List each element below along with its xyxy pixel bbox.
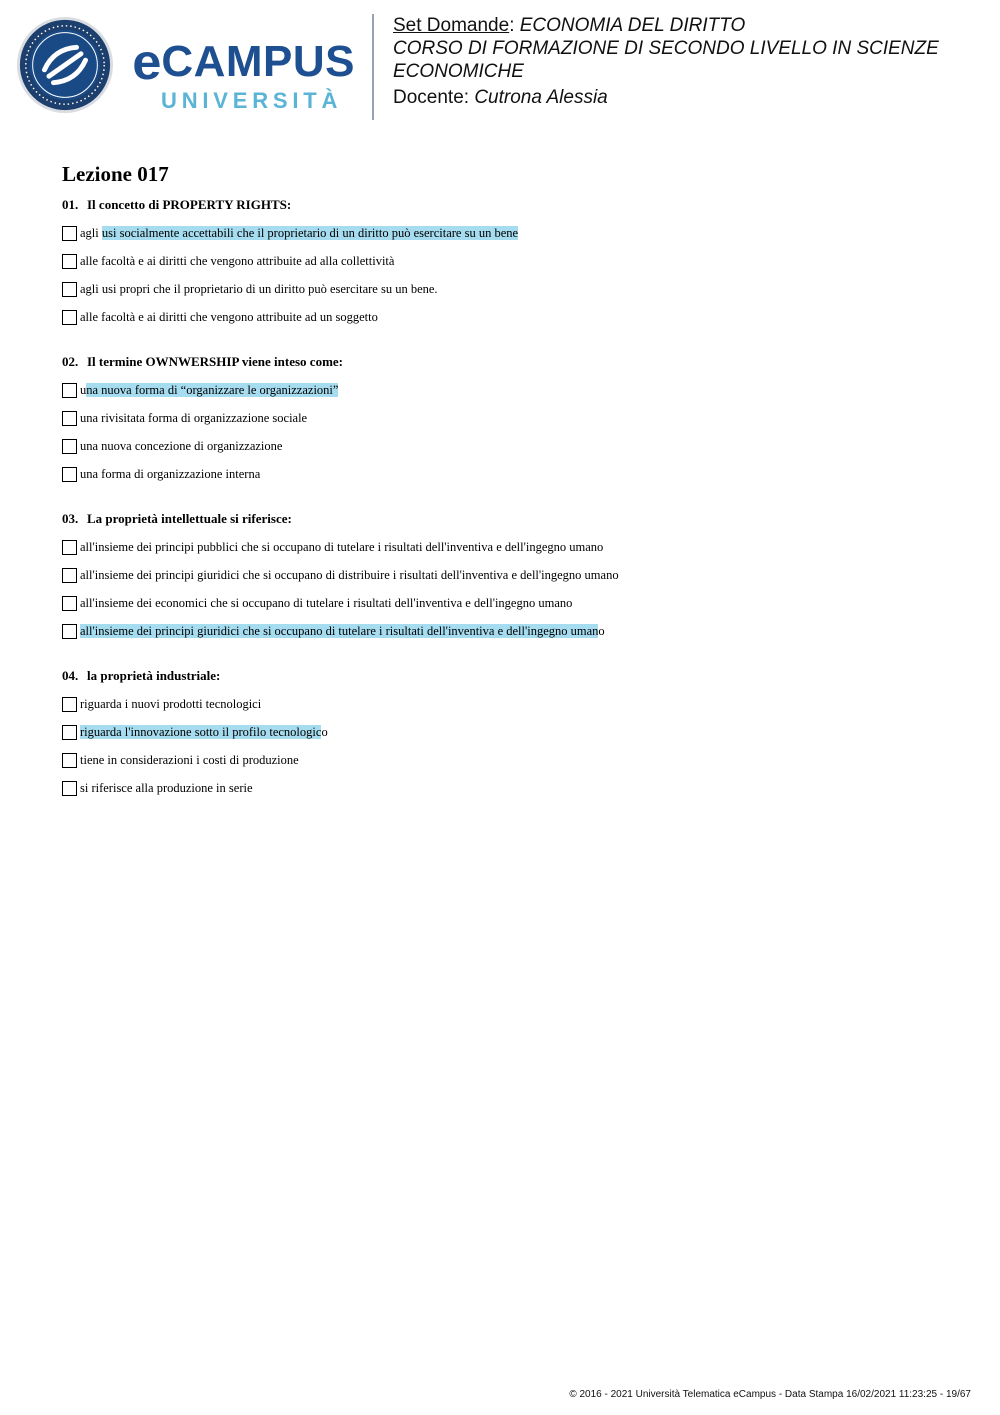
answer-text: una rivisitata forma di organizzazione sociale — [80, 410, 308, 425]
answer-option[interactable] — [62, 589, 962, 617]
answer-label — [80, 540, 603, 555]
answer-checkbox[interactable] — [62, 725, 77, 740]
header-divider — [372, 14, 374, 120]
highlighted-answer-text: usi socialmente accettabili che il proprietario di un diritto può esercitare su un bene — [101, 225, 519, 240]
answer-text: agli usi propri che il proprietario di un diritto può esercitare su un bene. — [80, 281, 438, 296]
answer-label — [80, 439, 282, 454]
answer-text: alle facoltà e ai diritti che vengono attribuite ad alla collettività — [80, 253, 395, 268]
page-footer: © 2016 - 2021 Università Telematica eCampus - Data Stampa 16/02/2021 11:23:25 - 19/67 — [569, 1389, 971, 1400]
docente-label: Docente: — [393, 87, 475, 108]
question-number: 01. — [62, 197, 79, 212]
question-text: la proprietà industriale: — [87, 668, 221, 683]
answer-checkbox[interactable] — [62, 383, 77, 398]
answer-text: all'insieme dei economici che si occupano di tutelare i risultati dell'inventiva e dell'ingegno umano — [80, 595, 573, 610]
set-label: Set Domande — [393, 15, 510, 36]
answer-label — [80, 781, 253, 796]
docente-name: Cutrona Alessia — [474, 87, 608, 108]
answer-text: u — [80, 382, 87, 397]
lesson-title: Lezione 017 — [62, 162, 169, 186]
question-number: 04. — [62, 668, 79, 683]
answer-text: all'insieme dei principi pubblici che si occupano di tutelare i risultati dell'inventiva e dell'ingegno umano — [80, 539, 604, 554]
question-number: 03. — [62, 511, 79, 526]
answer-option[interactable] — [62, 432, 962, 460]
question-4 — [62, 668, 962, 802]
answer-checkbox[interactable] — [62, 568, 77, 583]
answer-option[interactable] — [62, 404, 962, 432]
answer-checkbox[interactable] — [62, 226, 77, 241]
answer-checkbox[interactable] — [62, 439, 77, 454]
document-header — [393, 14, 983, 109]
set-domande-line — [393, 14, 983, 37]
highlighted-answer-text: na nuova forma di “organizzare le organizzazioni” — [86, 382, 339, 397]
question-1 — [62, 197, 962, 331]
answer-label — [80, 411, 307, 426]
question-list — [62, 197, 962, 802]
question-text: La proprietà intellettuale si riferisce: — [87, 511, 292, 526]
answer-label — [80, 310, 378, 325]
answer-text: alle facoltà e ai diritti che vengono attribuite ad un soggetto — [80, 309, 378, 324]
question-title — [62, 668, 962, 684]
docente-line — [393, 86, 983, 109]
question-title — [62, 197, 962, 213]
answer-checkbox[interactable] — [62, 411, 77, 426]
answer-label — [80, 282, 438, 297]
answer-label — [80, 596, 572, 611]
answer-option[interactable] — [62, 376, 962, 404]
answer-text: una nuova concezione di organizzazione — [80, 438, 283, 453]
answer-option[interactable] — [62, 219, 962, 247]
question-title — [62, 511, 962, 527]
answer-option[interactable] — [62, 460, 962, 488]
answer-checkbox[interactable] — [62, 282, 77, 297]
answer-option[interactable] — [62, 303, 962, 331]
answer-option[interactable] — [62, 533, 962, 561]
answer-label — [80, 254, 394, 269]
answer-label — [80, 383, 338, 398]
answer-checkbox[interactable] — [62, 753, 77, 768]
answer-checkbox[interactable] — [62, 781, 77, 796]
highlighted-answer-text: all'insieme dei principi giuridici che si occupano di tutelare i risultati dell'inventiva e dell'ingegno uman — [80, 623, 599, 638]
question-text: Il termine OWNWERSHIP viene inteso come: — [87, 354, 343, 369]
question-number: 02. — [62, 354, 79, 369]
answer-label — [80, 697, 261, 712]
question-text: Il concetto di PROPERTY RIGHTS: — [87, 197, 292, 212]
set-separator: : — [509, 15, 520, 36]
answer-checkbox[interactable] — [62, 254, 77, 269]
answer-label — [80, 624, 605, 639]
answer-option[interactable] — [62, 774, 962, 802]
answer-text: una forma di organizzazione interna — [80, 466, 261, 481]
answer-label — [80, 226, 518, 241]
answer-checkbox[interactable] — [62, 624, 77, 639]
answer-option[interactable] — [62, 718, 962, 746]
answer-text: all'insieme dei principi giuridici che si occupano di distribuire i risultati dell'inventiva e dell'ingegno umano — [80, 567, 619, 582]
question-3 — [62, 511, 962, 645]
answer-option[interactable] — [62, 561, 962, 589]
brand-name: e CAMPUS — [132, 34, 355, 90]
answer-option[interactable] — [62, 746, 962, 774]
answer-option[interactable] — [62, 275, 962, 303]
answer-label — [80, 725, 328, 740]
answer-checkbox[interactable] — [62, 310, 77, 325]
brand-subtitle: UNIVERSITÀ — [161, 88, 343, 113]
answer-text: o — [598, 623, 605, 638]
answer-checkbox[interactable] — [62, 697, 77, 712]
answer-option[interactable] — [62, 690, 962, 718]
highlighted-answer-text: riguarda l'innovazione sotto il profilo tecnologic — [80, 724, 322, 739]
set-value: ECONOMIA DEL DIRITTO — [519, 15, 746, 36]
answer-label — [80, 753, 299, 768]
ecampus-seal-logo — [16, 16, 114, 114]
question-2 — [62, 354, 962, 488]
answer-text: si riferisce alla produzione in serie — [80, 780, 253, 795]
answer-text: agli — [80, 225, 102, 240]
course-title: CORSO DI FORMAZIONE DI SECONDO LIVELLO IN SCIENZE ECONOMICHE — [393, 38, 939, 82]
answer-text: riguarda i nuovi prodotti tecnologici — [80, 696, 262, 711]
answer-label — [80, 467, 260, 482]
answer-checkbox[interactable] — [62, 540, 77, 555]
answer-checkbox[interactable] — [62, 596, 77, 611]
answer-text: tiene in considerazioni i costi di produzione — [80, 752, 299, 767]
answer-label — [80, 568, 619, 583]
answer-option[interactable] — [62, 617, 962, 645]
quiz-content — [62, 161, 962, 825]
answer-checkbox[interactable] — [62, 467, 77, 482]
ecampus-wordmark — [132, 34, 355, 114]
answer-text: o — [321, 724, 328, 739]
question-title — [62, 354, 962, 370]
answer-option[interactable] — [62, 247, 962, 275]
